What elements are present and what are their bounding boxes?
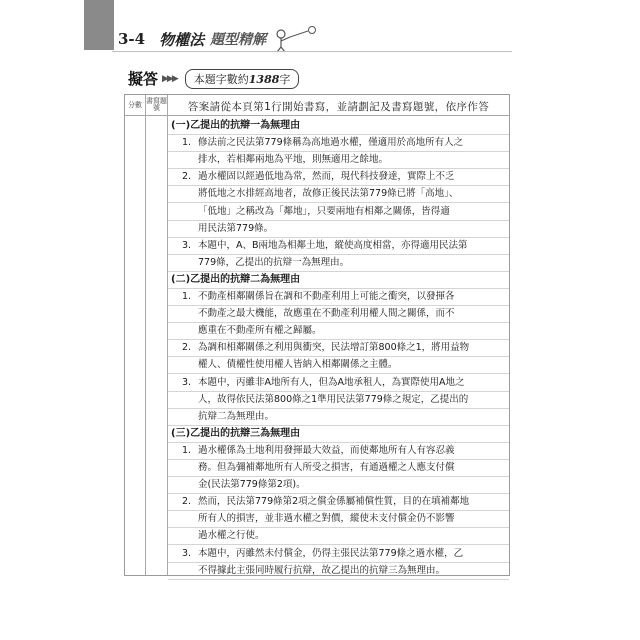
item-number: 3.: [182, 376, 192, 388]
line-text: 修法前之民法第779條稱為高地過水權，僅適用於高地所有人之: [198, 137, 464, 149]
answer-line: [168, 408, 509, 426]
score-column-header: 分數: [128, 101, 142, 109]
header-rule: [112, 51, 512, 52]
line-text: 過水權係為土地利用發揮最大效益，而使鄰地所有人有容忍義: [198, 444, 455, 456]
line-text: 過水權固以經過低地為常，然而，現代科技發達，實際上不乏: [198, 171, 455, 183]
word-count-badge: 本題字數約1388字: [185, 69, 300, 89]
line-text: 然而，民法第779條第2項之償金係屬補償性質，目的在填補鄰地: [198, 496, 470, 508]
line-text: 人，故得依民法第800條之1準用民法第779條之規定，乙提出的: [198, 393, 469, 405]
answer-label: 擬答: [128, 70, 159, 88]
line-text: 不得據此主張同時履行抗辯，故乙提出的抗辯三為無理由。: [198, 564, 446, 576]
answer-sheet: [124, 94, 510, 576]
line-text: 抗辯二為無理由。: [198, 410, 275, 422]
answer-line: [168, 391, 509, 409]
answer-line: [168, 151, 509, 169]
line-text: 務。但為彌補鄰地所有人所受之損害，有通過權之人應支付償: [198, 462, 455, 473]
section-number: 3-4: [118, 30, 146, 48]
line-text: 金(民法第779條第2項)。: [198, 479, 306, 491]
answer-line: [168, 442, 509, 460]
line-text: 不動產之最大機能，故應重在不動產利用權人間之關係，而不: [198, 308, 455, 320]
line-text: 過水權之行使。: [198, 530, 265, 542]
answer-line: [168, 374, 509, 392]
line-text: (一)乙提出的抗辯一為無理由: [171, 120, 301, 131]
answer-line: [168, 237, 509, 255]
answer-line: [168, 510, 509, 528]
answer-section-heading: [168, 425, 509, 443]
answer-section-heading: [168, 271, 509, 289]
answer-line: [168, 476, 509, 494]
book-title: 物權法: [159, 30, 205, 49]
answer-line: [168, 220, 509, 238]
section-subtitle: 題型精解: [210, 32, 267, 48]
item-number: 2.: [182, 496, 192, 508]
item-number: 1.: [182, 444, 192, 456]
answer-line: [168, 288, 509, 306]
answer-line: [168, 203, 509, 221]
sheet-header-divider: [125, 115, 509, 116]
answer-line: [168, 356, 509, 374]
chapter-tab: [84, 0, 114, 50]
line-text: 本題中，丙雖非A地所有人，但為A地承租人，為實際使用A地之: [198, 376, 465, 388]
line-text: 用民法第779條。: [198, 222, 274, 234]
page-header: [118, 28, 322, 50]
answer-line: [168, 322, 509, 340]
answer-line: [168, 254, 509, 272]
item-number: 1.: [182, 137, 192, 149]
item-number: 2.: [182, 171, 192, 183]
decorative-figure-icon: [274, 25, 322, 53]
line-text: (三)乙提出的抗辯三為無理由: [171, 427, 301, 439]
answer-line: [168, 339, 509, 357]
answer-line: [168, 493, 509, 511]
line-text: 779條，乙提出的抗辯一為無理由。: [198, 256, 350, 268]
answer-section-heading: [168, 117, 509, 135]
line-text: 權人、債權性使用權人皆納入相鄰關係之主體。: [198, 359, 398, 371]
answer-line: [168, 562, 509, 580]
answer-line: [168, 459, 509, 477]
answer-line: [168, 134, 509, 152]
line-text: 所有人的損害，並非過水權之對價，縱使未支付償金仍不影響: [198, 513, 455, 525]
item-number: 3.: [182, 239, 192, 251]
line-text: 為調和相鄰關係之利用與衝突，民法增訂第800條之1，將用益物: [198, 342, 470, 354]
line-text: 本題中，丙雖然未付償金，仍得主張民法第779條之過水權，乙: [198, 547, 464, 559]
answer-line: [168, 185, 509, 203]
item-number: 3.: [182, 547, 192, 559]
item-number: 1.: [182, 291, 192, 302]
item-number: 2.: [182, 342, 192, 354]
line-text: (二)乙提出的抗辯二為無理由: [171, 273, 301, 285]
line-text: 排水，若相鄰兩地為平地，則無適用之餘地。: [198, 154, 389, 166]
line-text: 將低地之水排經高地者，故修正後民法第779條已將「高地」、: [198, 188, 459, 200]
score-column-divider: [145, 95, 146, 575]
line-text: 「低地」之稱改為「鄰地」，只要兩地有相鄰之關係，皆得適: [198, 205, 450, 217]
sheet-instruction: 答案請從本頁第1行開始書寫，並請劃記及書寫題號，依序作答: [187, 101, 490, 113]
number-column-header: 書寫題號: [146, 97, 167, 112]
line-text: 本題中，A、B兩地為相鄰土地，縱使高度相當，亦得適用民法第: [198, 239, 468, 251]
answer-line: [168, 545, 509, 563]
arrow-icon: ▶▶▶: [162, 73, 177, 84]
answer-line: [168, 305, 509, 323]
answer-line: [168, 527, 509, 545]
answer-line: [168, 168, 509, 186]
line-text: 不動產相鄰關係旨在調和不動產利用上可能之衝突，以發揮各: [198, 291, 455, 302]
line-text: 應重在不動產所有權之歸屬。: [198, 325, 322, 337]
answer-heading: [128, 68, 299, 89]
